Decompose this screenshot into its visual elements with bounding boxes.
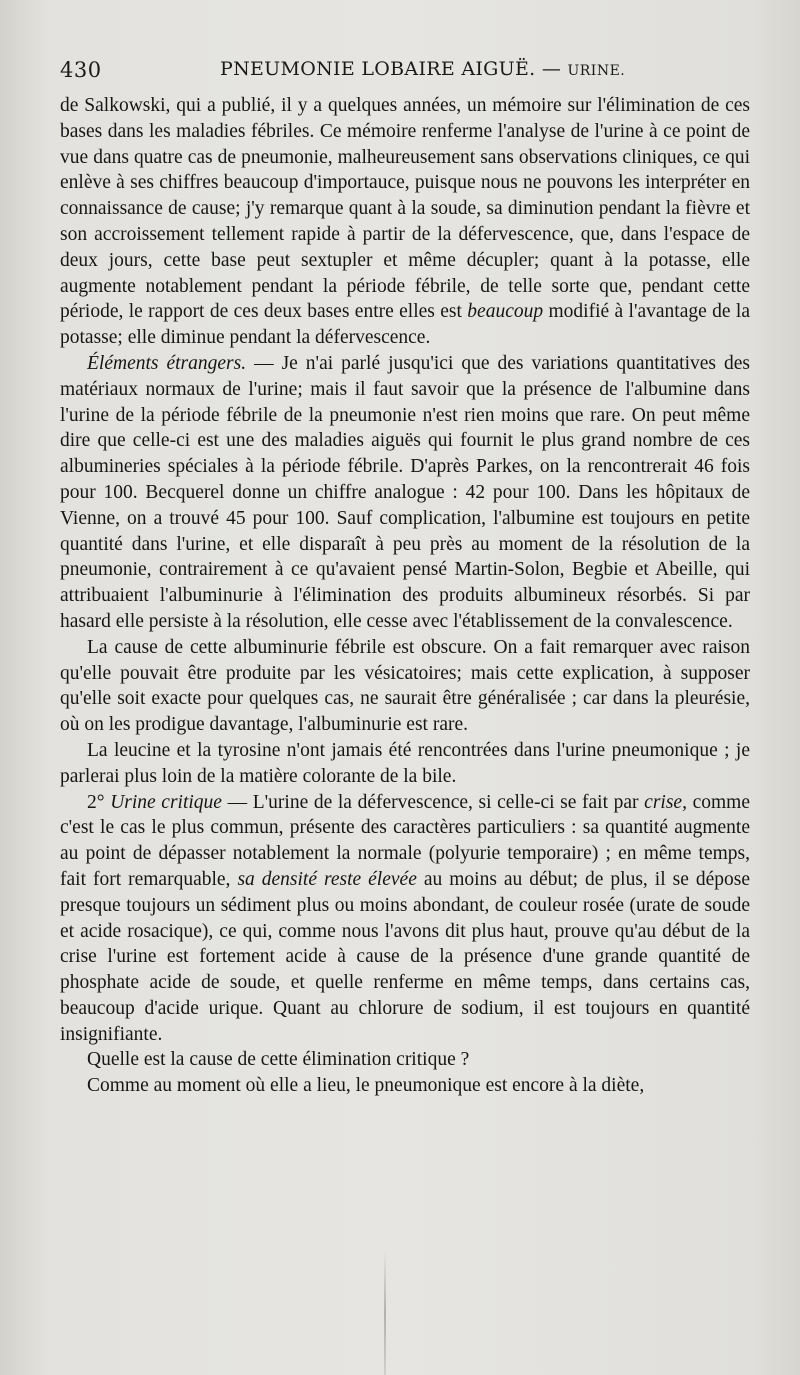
paragraph-2	[60, 351, 750, 635]
paragraph-1	[60, 93, 750, 351]
body-text	[60, 93, 750, 1099]
paragraph-5-emphasis-crise: crise,	[644, 791, 687, 813]
section-heading-urine-critique: Urine critique	[110, 791, 222, 813]
paragraph-5-text-c: au moins au début; de plus, il se dépose presque toujours un sédiment plus ou moins abondant, de couleur rosée (urate de soude et acide rosacique), ce qui, comme nous l'avons dit plus haut, prouve qu'au début de la crise l'urine est fortement acide à cause de la présence d'une grande quantité de phosphate acide de soude, et quelle renferme en même temps, dans certains cas, beaucoup d'acide urique. Quant au chlorure de sodium, il est toujours en quantité insignifiante.	[60, 868, 750, 1045]
paragraph-2-text: — Je n'ai parlé jusqu'ici que des variations quantitatives des matériaux normaux de l'urine; mais il faut savoir que la présence de l'albumine dans l'urine de la période fébrile de la pneumonie n'est rien moins que rare. On peut même dire que celle-ci est une des maladies aiguës qui fournit le plus grand nombre de ces albumineries spéciales à la période fébrile. D'après Parkes, on la rencontrerait 46 fois pour 100. Becquerel donne un chiffre analogue : 42 pour 100. Dans les hôpitaux de Vienne, on a trouvé 45 pour 100. Sauf complication, l'albumine est toujours en petite quantité dans l'urine, et elle disparaît à peu près au moment de la résolution de la pneumonie, contrairement à ce qu'avaient pensé Martin-Solon, Begbie et Abeille, qui attribuaient l'albuminurie à l'élimination des produits albumineux résorbés. Si par hasard elle persiste à la résolution, elle cesse avec l'établissement de la convalescence.	[60, 352, 750, 632]
paragraph-1-emphasis: beaucoup	[467, 301, 544, 323]
paragraph-5-text-b: comme c'est le cas le plus commun, présente des caractères particuliers : sa quantité augmente au point de dépasser notablement la normale (polyurie temporaire) ; en même temps, fait fort remarquable,	[60, 791, 750, 890]
paragraph-7: Comme au moment où elle a lieu, le pneumonique est encore à la diète,	[87, 1075, 645, 1097]
paragraph-6: Quelle est la cause de cette élimination critique ?	[87, 1049, 470, 1071]
running-title	[220, 58, 625, 80]
page-gutter-shadow	[384, 1250, 386, 1375]
paragraph-1-text: de Salkowski, qui a publié, il y a quelques années, un mémoire sur l'élimination de ces bases dans les maladies fébriles. Ce mémoire renferme l'analyse de l'urine à ce point de vue dans quatre cas de pneumonie, malheureusement sans observations cliniques, ce qui enlève à ses chiffres beaucoup d'importauce, puisque nous ne pouvons les interpréter en connaissance de cause; j'y remarque quant à la soude, sa diminution pendant la fièvre et son accroissement tellement rapide à partir de la défervescence, que, dans l'espace de deux jours, cette base peut sextupler et même décupler; quant à la potasse, elle augmente notablement pendant la période fébrile, de telle sorte que, pendant cette période, le rapport de ces deux bases entre elles est	[60, 95, 750, 323]
running-title-main: PNEUMONIE LOBAIRE AIGUË. —	[220, 58, 568, 80]
paragraph-5-text-a: — L'urine de la défervescence, si celle-ci se fait par	[221, 791, 645, 813]
paragraph-4: La leucine et la tyrosine n'ont jamais été rencontrées dans l'urine pneumonique ; je parlerai plus loin de la matière colorante de la bile.	[60, 739, 750, 787]
page-number: 430	[60, 58, 102, 82]
paragraph-5-emphasis-densite: sa densité reste élevée	[237, 868, 417, 890]
paragraph-5	[60, 790, 750, 1048]
running-title-section: URINE.	[567, 63, 626, 79]
section-heading-elements-etrangers: Éléments étrangers.	[87, 352, 247, 374]
paragraph-1-text-end: modifié à l'avantage de la potasse; elle diminue pendant la défervescence.	[60, 301, 750, 349]
paragraph-3: La cause de cette albuminurie fébrile est obscure. On a fait remarquer avec raison qu'elle pouvait être produite par les vésicatoires; mais cette explication, à supposer qu'elle soit exacte pour quelques cas, ne saurait être généralisée ; car dans la pleurésie, où on les prodigue davantage, l'albuminurie est rare.	[60, 636, 750, 736]
running-header	[60, 58, 750, 88]
paragraph-5-number: 2°	[87, 791, 111, 813]
